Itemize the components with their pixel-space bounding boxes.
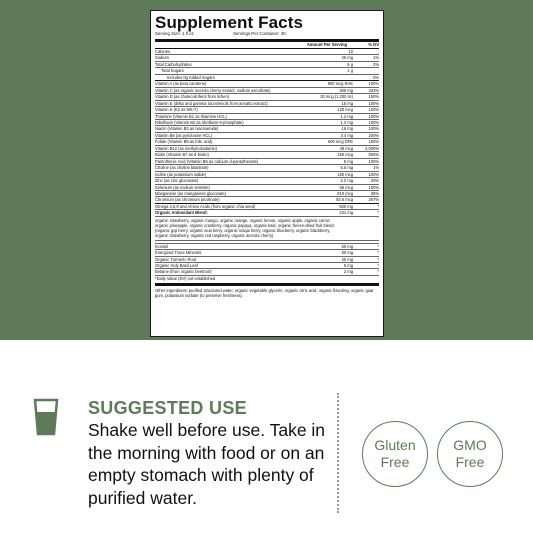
nutrient-amount: 55 mcg: [339, 184, 353, 190]
serving-size: Serving Size: 1 fl oz: [155, 31, 194, 36]
nutrient-name: Organic Antioxidant Blend:: [155, 210, 208, 216]
nutrient-dv: 100%: [368, 81, 379, 87]
nutrient-amount: 810 mcg: [337, 190, 353, 196]
nutrient-name: Manganese (as manganese gluconate): [155, 190, 227, 196]
badge-line: Gluten: [374, 437, 416, 453]
nutrient-dv: *: [377, 243, 379, 249]
nutrient-name: Zinc (as zinc gluconate): [155, 178, 199, 184]
other-ingredients: Other Ingredients: purified structured water, organic vegetable glycerin, organic citric acid, organic flavoring, organic guar gum, potassium sorbate (to preserve freshness): [155, 287, 374, 299]
nutrient-amount: 3.4 mg: [340, 132, 353, 138]
nutrient-amount: 6 g: [347, 61, 353, 67]
nutrient-name: Choline (as choline bitartrate): [155, 165, 209, 171]
nutrient-dv: 100%: [368, 107, 379, 113]
badge-line: Free: [455, 454, 485, 470]
nutrient-amount: 50 mg: [341, 250, 353, 256]
nutrient-name: Organic Holy Basil Leaf: [155, 262, 198, 268]
nutrient-dv: 333%: [368, 87, 379, 93]
nutrient-name: Folate (Vitamin B9 as folic acid): [155, 139, 213, 145]
nutrient-amount: 93.6 mcg: [336, 197, 353, 203]
nutrient-amount: 30 mcg (1,200 IU): [320, 94, 353, 100]
nutrient-dv: 1%: [373, 55, 379, 61]
nutrient-name: Inositol: [155, 243, 168, 249]
nutrient-amount: 2.2 mg: [340, 178, 353, 184]
nutrient-name: Biotin (Vitamin B7 as d-biotin): [155, 152, 209, 158]
nutrient-dv: 100%: [368, 100, 379, 106]
nutrient-name: Sodium: [155, 55, 169, 61]
nutrient-amount: 5 mg: [343, 158, 353, 164]
dv-note: *Daily Value (DV) not established: [155, 276, 379, 286]
nutrient-name: Vitamin B12 (as methylcobalamin): [155, 145, 218, 151]
nutrient-dv: 267%: [368, 197, 379, 203]
nutrient-dv: 100%: [368, 119, 379, 125]
nutrient-dv: 20%: [370, 178, 379, 184]
nutrient-amount: 120 mcg: [337, 107, 353, 113]
dv-header: % DV: [368, 42, 379, 47]
nutrient-name: Pantothenic Acid (Vitamin B5 as calcium d-pantothenate): [155, 158, 259, 164]
nutrient-name: Omega 3,6,9 and Amino Acids (from organic chia seed): [155, 203, 256, 209]
gluten-free-badge: [362, 421, 428, 487]
nutrient-amount: 5.5 mg: [340, 165, 353, 171]
nutrient-amount: 2 mg: [343, 269, 353, 275]
nutrient-name: Total Sugars: [161, 68, 184, 74]
nutrient-dv: 2,000%: [365, 145, 379, 151]
dotted-divider: [337, 393, 339, 513]
nutrient-amount: 1.2 mg: [340, 113, 353, 119]
nutrient-amount: 500 mg: [339, 203, 353, 209]
serving-info: [155, 31, 379, 42]
nutrient-name: Betaine (from organic beetroot): [155, 269, 212, 275]
nutrient-amount: 300 mg: [339, 87, 353, 93]
nutrient-name: Niacin (Vitamin B3 as niacinamide): [155, 126, 219, 132]
nutrient-amount: 150 mcg: [337, 152, 353, 158]
badge-line: GMO: [453, 437, 487, 453]
nutrient-amount: 5 mg: [343, 262, 353, 268]
amount-header: Amount Per Serving: [306, 42, 348, 47]
nutrient-dv: 0%: [373, 74, 379, 80]
nutrient-name: Chromium (as chromium picolinate): [155, 197, 220, 203]
gmo-free-badge: [437, 421, 503, 487]
nutrient-dv: *: [377, 256, 379, 262]
servings-per-container: Servings Per Container: 30: [233, 31, 286, 36]
nutrient-dv: 150%: [368, 139, 379, 145]
nutrient-dv: 500%: [368, 152, 379, 158]
nutrient-amount: 25 mg: [341, 55, 353, 61]
nutrient-dv: 100%: [368, 126, 379, 132]
nutrient-name: Riboflavin (Vitamin B2 as riboflavin-5-phosphate): [155, 119, 244, 125]
nutrient-name: Thiamine (Vitamin B1 as thiamine HCL): [155, 113, 227, 119]
nutrient-amount: 20 mg: [341, 256, 353, 262]
nutrient-amount: 900 mcg RAE: [327, 81, 353, 87]
nutrient-amount: 48 mcg: [339, 145, 353, 151]
nutrient-dv: 150%: [368, 94, 379, 100]
nutrient-name: Vitamin K (K2 as MK-7): [155, 107, 198, 113]
glass-icon: [33, 398, 59, 436]
nutrient-amount: 10: [348, 49, 353, 54]
nutrient-amount: 231 mg: [339, 210, 353, 216]
nutrient-name: Calories: [155, 49, 171, 54]
nutrient-dv: 100%: [368, 158, 379, 164]
suggested-use-title: SUGGESTED USE: [88, 398, 247, 418]
nutrient-name: Vitamin E (delta and gamma tocotrienols from annatto extract): [155, 100, 268, 106]
nutrient-dv: *: [377, 269, 379, 275]
nutrient-rows: [155, 49, 379, 217]
nutrient-name: Energized Trace Minerals: [155, 250, 202, 256]
nutrient-dv: 100%: [368, 113, 379, 119]
nutrient-amount: 16 mg: [341, 126, 353, 132]
nutrient-name: Vitamin B6 (as pyridoxine HCL): [155, 132, 213, 138]
nutrient-amount: 1 g: [347, 68, 353, 74]
nutrient-dv: *: [377, 262, 379, 268]
nutrient-dv: [357, 68, 379, 73]
nutrient-dv: 100%: [368, 184, 379, 190]
nutrient-amount: 50 mg: [341, 243, 353, 249]
nutrient-amount: [297, 75, 357, 80]
nutrient-dv: 1%: [373, 165, 379, 171]
extra-ingredient-rows: [155, 244, 379, 276]
nutrient-name: Iodine (as potassium iodide): [155, 171, 207, 177]
nutrient-dv: *: [377, 203, 379, 209]
blend-ingredients: organic strawberry, organic mango, organic orange, organic lemon, organic apple, organic carrot, organic pineapple, organic cranberry, organic papaya, organic kale, organic freeze-dried fruit blend: (organic goji berry, organic acai berry, organic maqui berry, organic blueberry, organic blackberry, organic strawberry, organic red raspberry, organic acerola cherry): [155, 217, 379, 241]
nutrient-dv: *: [377, 250, 379, 256]
badge-line: Free: [380, 454, 410, 470]
supplement-facts-panel: [150, 10, 384, 337]
nutrient-dv: 100%: [368, 171, 379, 177]
nutrient-name: Organic Turmeric Root: [155, 256, 197, 262]
nutrient-name: Includes 0g Added Sugars: [167, 74, 215, 80]
nutrient-amount: 1.3 mg: [340, 119, 353, 125]
nutrient-name: Vitamin A (as beta carotene): [155, 81, 207, 87]
nutrient-amount: 600 mcg DFE: [327, 139, 353, 145]
facts-header: [155, 42, 379, 49]
nutrient-dv: 35%: [370, 190, 379, 196]
nutrient-dv: 2%: [373, 61, 379, 67]
nutrient-amount: 150 mcg: [337, 171, 353, 177]
nutrient-name: Selenium (as sodium selenite): [155, 184, 210, 190]
nutrient-name: Vitamin C (as organic acerola cherry extract, sodium ascorbate): [155, 87, 271, 93]
nutrient-amount: 15 mg: [341, 100, 353, 106]
nutrient-dv: [357, 49, 379, 54]
panel-title: Supplement Facts: [155, 13, 304, 32]
suggested-use-body: Shake well before use. Take in the morning with food or on an empty stomach with plenty of purified water.: [88, 420, 326, 508]
nutrient-name: Vitamin D (as cholecalciferol from lichen): [155, 94, 230, 100]
nutrient-dv: 200%: [368, 132, 379, 138]
nutrient-name: Total Carbohydrates: [155, 61, 192, 67]
nutrient-dv: *: [377, 210, 379, 216]
